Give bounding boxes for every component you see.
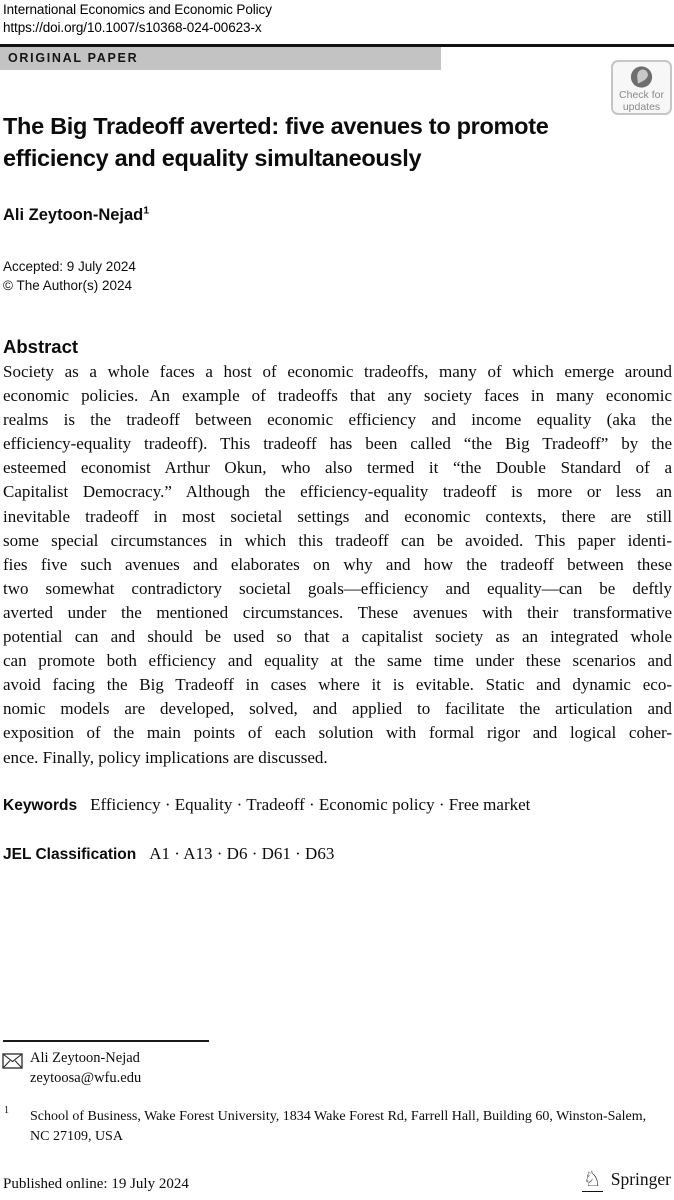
paper-title-line2: efficiency and equality simultaneously [3,144,422,171]
abstract-text [3,362,672,772]
jel-label: JEL Classification [3,846,137,863]
abstract-line: economic policies. An example of tradeoffs that any society faces in many economic [3,386,672,406]
envelope-icon [2,1053,23,1069]
footnote-divider [3,1040,209,1042]
abstract-line: fies five such avenues and elaborates on why and how the tradeoff between these [3,554,672,574]
abstract-line: nomic models are developed, solved, and applied to facilitate the articulation and [3,699,672,719]
abstract-line: some special circumstances in which this tradeoff can be avoided. This paper identi- [3,530,672,550]
abstract-line: inevitable tradeoff in most societal settings and economic contexts, there are still [3,506,672,526]
abstract-line: exposition of the main points of each solution with formal rigor and logical coher- [3,723,672,743]
abstract-line: two somewhat contradictory societal goals—efficiency and equality—can be deftly [3,578,672,598]
doi-link[interactable]: https://doi.org/10.1007/s10368-024-00623-x [3,20,262,35]
paper-title-line1: The Big Tradeoff averted: five avenues to promote [3,113,549,139]
journal-name: International Economics and Economic Policy [3,2,272,17]
abstract-line: efficiency-equality tradeoff). This tradeoff has been called “the Big Tradeoff” by the [3,434,672,454]
abstract-line: Capitalist Democracy.” Although the efficiency-equality tradeoff is more or less an [3,482,672,502]
author-name: Ali Zeytoon-Nejad$^1$ [3,204,150,224]
correspondence-email[interactable]: zeytoosa@wfu.edu [30,1069,142,1086]
publisher-name: Springer [610,1169,671,1189]
abstract-line: esteemed economist Arthur Okun, who also termed it “the Double Standard of a [3,458,672,478]
abstract-line: averted under the mentioned circumstances. These avenues with their transformative [3,602,672,622]
accepted-date: Accepted: 9 July 2024 [3,259,136,274]
article-type-banner [0,47,441,70]
abstract-line: realms is the tradeoff between economic efficiency and income equality (aka the [3,410,672,430]
keywords-list: Efficiency · Equality · Tradeoff · Economic policy · Free market [90,795,531,814]
abstract-line: potential can and should be used so that a capitalist society as an integrated whole [3,627,672,647]
correspondence-name: Ali Zeytoon-Nejad [30,1050,140,1066]
published-online-date: Published online: 19 July 2024 [3,1176,189,1192]
check-for-updates-badge[interactable] [611,60,672,115]
abstract-heading: Abstract [3,336,79,357]
abstract-line: Society as a whole faces a host of economic tradeoffs, many of which emerge around [3,362,672,381]
keywords-row [3,795,530,815]
jel-codes: A1 · A13 · D6 · D61 · D63 [149,844,335,863]
article-dates [3,258,136,295]
jel-row [3,844,334,864]
abstract-line: can promote both efficiency and equality at the same time under these scenarios and [3,651,672,671]
article-type-label: ORIGINAL PAPER [8,51,139,65]
abstract-line: ence. Finally, policy implications are discussed. [3,747,328,767]
affiliation-text: School of Business, Wake Forest University, 1834 Wake Forest Rd, Farrell Hall, Building 60, Winston-Salem, NC 27109, USA [30,1109,647,1144]
check-for-updates-label: Check for updates [619,89,664,113]
springer-knight-icon: ♘ [582,1167,602,1191]
copyright-line: © The Author(s) 2024 [3,277,133,293]
author-affiliation-marker: 1 [143,204,150,217]
correspondence-block [30,1049,141,1088]
publisher-logo-block [582,1166,671,1192]
paper-title [3,111,549,174]
update-pin-icon [629,65,654,89]
affiliation-marker: 1 [4,1105,9,1116]
abstract-line: avoid facing the Big Tradeoff in cases where it is evitable. Static and dynamic eco- [3,675,672,695]
keywords-label: Keywords [3,797,78,814]
